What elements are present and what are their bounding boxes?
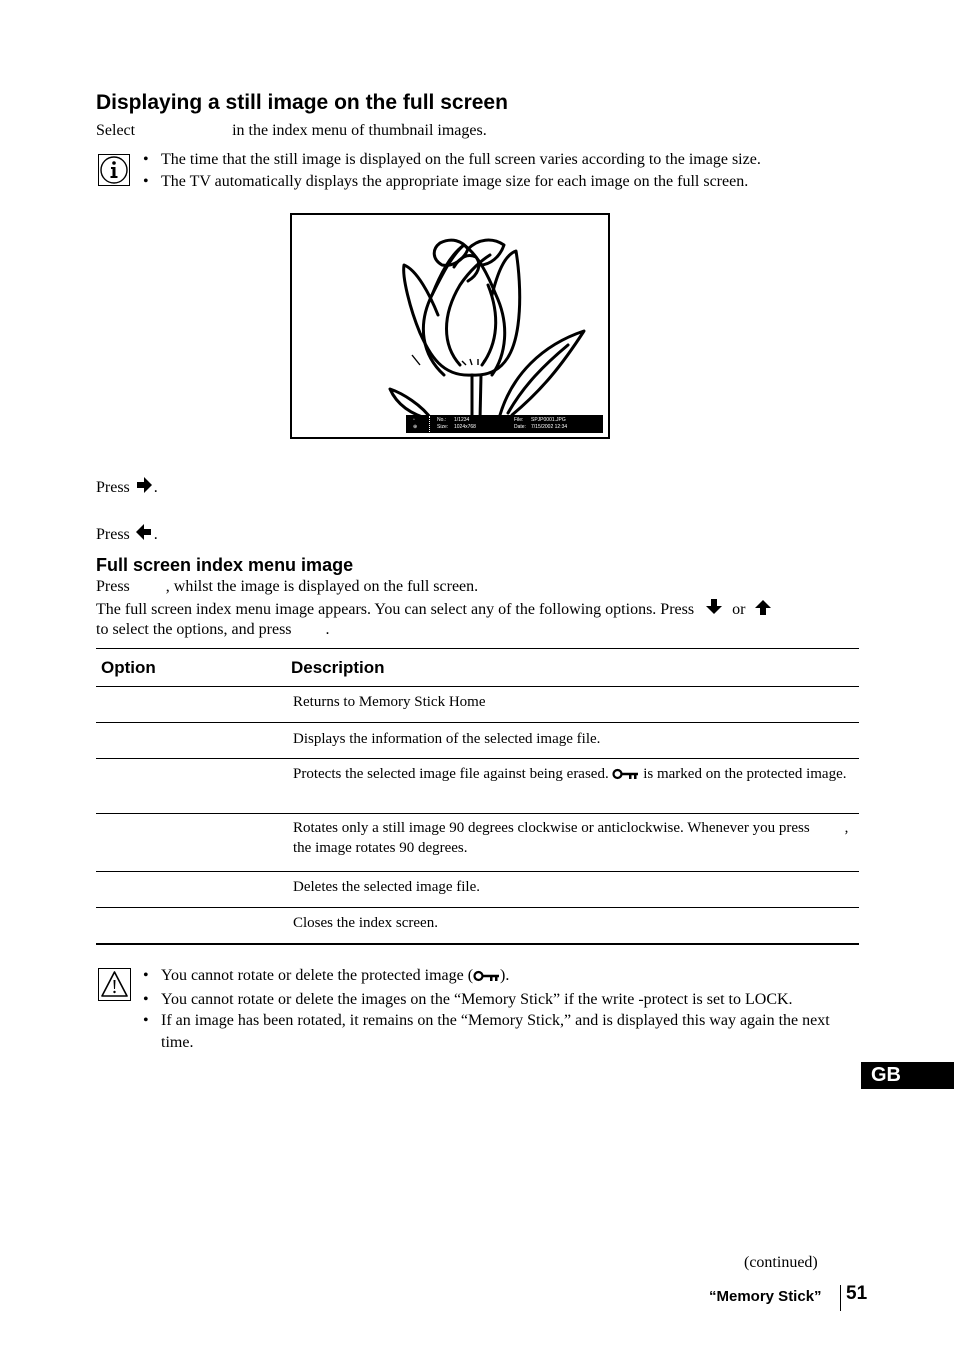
press-suffix: . — [153, 479, 158, 497]
language-tab: GB — [861, 1062, 954, 1089]
select-suffix: in the index menu of thumbnail images. — [232, 122, 487, 139]
section-title: Displaying a still image on the full screen — [96, 91, 508, 114]
warning-text: You cannot rotate or delete the protected image ( — [161, 967, 474, 984]
row-description: Returns to Memory Stick Home — [96, 687, 859, 723]
table-row — [96, 687, 859, 723]
table-row — [96, 814, 859, 872]
options-table — [96, 648, 859, 945]
size-label: Size: — [437, 424, 449, 430]
page-number: 51 — [846, 1283, 868, 1304]
arrow-left-icon — [134, 522, 154, 549]
protect-key-icon — [473, 967, 500, 989]
rotate-icon: ⊕ — [413, 424, 418, 430]
note-item: • The time that the still image is displayed on the full screen varies according to the image size. — [139, 149, 859, 171]
image-info-bar — [406, 415, 603, 433]
footer-divider — [840, 1285, 841, 1311]
select-instruction — [96, 120, 487, 142]
warning-icon — [98, 968, 131, 1001]
press-menu-line — [96, 576, 478, 598]
rotate-text-end: , the image rotates 90 degrees. — [293, 820, 849, 856]
no-label: No.: — [437, 417, 447, 423]
continued-label: (continued) — [744, 1254, 818, 1271]
menu-description-text: The full screen index menu image appears. You can select any of the following options. Press — [96, 601, 695, 619]
table-row — [96, 723, 859, 759]
press-previous-line — [96, 522, 158, 549]
footer-section-title: “Memory Stick” — [709, 1288, 822, 1305]
row-description: Closes the index screen. — [96, 908, 859, 944]
table-row — [96, 872, 859, 908]
select-prefix: Select — [96, 122, 136, 139]
protect-text-end: is marked on the protected image. — [643, 766, 847, 782]
warning-text-end: ). — [500, 967, 510, 984]
press-text: Press — [96, 578, 130, 595]
protect-key-icon — [612, 766, 639, 786]
arrow-right-icon — [134, 475, 154, 502]
press-menu-suffix: , whilst the image is displayed on the full screen. — [165, 578, 479, 595]
full-screen-image-illustration — [290, 213, 610, 439]
date-label: Date: — [514, 424, 526, 430]
tulip-image — [292, 215, 608, 437]
protect-text: Protects the selected image file against being erased. — [293, 766, 609, 782]
warning-item — [139, 965, 857, 989]
press-text: Press — [96, 526, 130, 544]
row-description — [96, 759, 859, 814]
note-item: • The TV automatically displays the appropriate image size for each image on the full screen. — [139, 171, 859, 193]
table-row — [96, 908, 859, 944]
arrow-down-icon — [704, 597, 724, 624]
description-column-header: Description — [289, 649, 859, 687]
warning-item: • If an image has been rotated, it remains on the “Memory Stick,” and is displayed this way again the next time. — [139, 1010, 857, 1053]
slide-icon: ▫ — [413, 417, 415, 423]
note-list — [139, 149, 859, 192]
arrow-up-icon — [753, 597, 773, 624]
date-value: 7/15/2002 12:34 — [531, 424, 568, 430]
file-value: SPJP0001.JPG — [531, 417, 566, 423]
row-description — [96, 814, 859, 872]
select-options-text: to select the options, and press — [96, 621, 292, 638]
size-value: 1024x768 — [454, 424, 476, 430]
warning-list — [139, 965, 857, 1053]
info-note-icon — [98, 154, 130, 186]
select-options-suffix: . — [325, 621, 330, 638]
row-description: Deletes the selected image file. — [96, 872, 859, 908]
table-row — [96, 759, 859, 814]
or-text: or — [732, 601, 746, 619]
no-value: 1/1234 — [454, 417, 470, 423]
subsection-title: Full screen index menu image — [96, 555, 354, 575]
press-suffix: . — [153, 526, 158, 544]
file-label: File: — [514, 417, 524, 423]
select-options-line — [96, 619, 330, 641]
press-text: Press — [96, 479, 130, 497]
press-next-line — [96, 475, 158, 502]
row-description: Displays the information of the selected image file. — [96, 723, 859, 759]
warning-item: • You cannot rotate or delete the images on the “Memory Stick” if the write -protect is set to LOCK. — [139, 989, 857, 1011]
table-header-row — [96, 649, 859, 687]
option-column-header: Option — [96, 649, 289, 687]
rotate-text: Rotates only a still image 90 degrees clockwise or anticlockwise. Whenever you press — [293, 820, 810, 836]
